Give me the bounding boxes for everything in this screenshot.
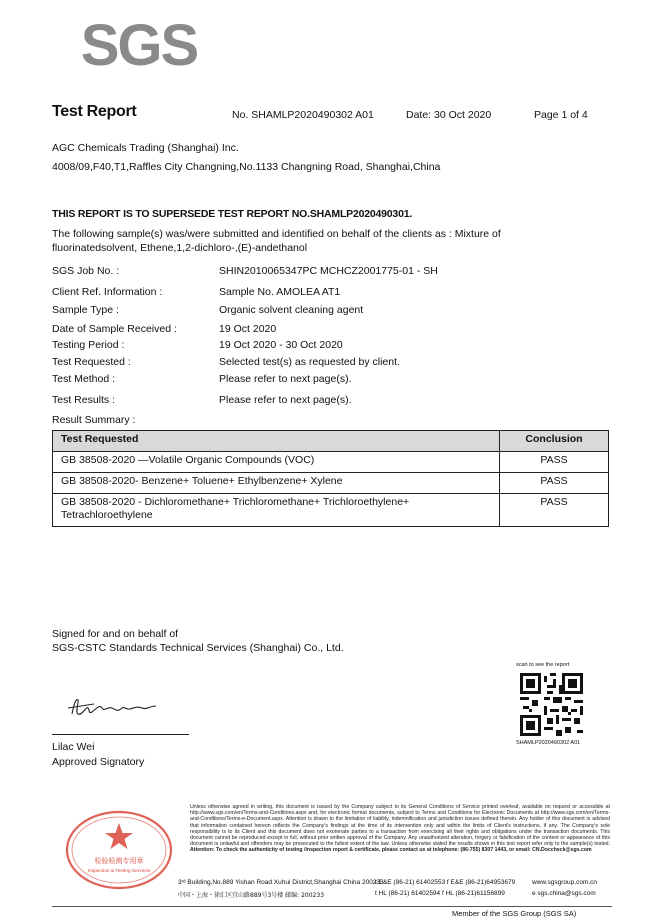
field-value-testing-period: 19 Oct 2020 - 30 Oct 2020: [219, 339, 343, 351]
footer-member-text: Member of the SGS Group (SGS SA): [452, 909, 577, 918]
field-value-job-no: SHIN2010065347PC MCHCZ2001775-01 - SH: [219, 265, 438, 277]
row-test: GB 38508-2020- Benzene+ Toluene+ Ethylbenzene+ Xylene: [53, 473, 500, 494]
terms-text: Unless otherwise agreed in writing, this document is issued by the Company subject to its General Conditions of Service printed overleaf, available on request or accessible at http://www.sgs.com/en/Terms-and-Conditions.aspx and, for electronic format documents, subject to Terms and Conditions for Electronic Documents at http://www.sgs.com/en/Terms-and-Conditions/Terms-e-Document.aspx. Attention is drawn to the limitation of liability, indemnification and jurisdiction issues defined therein. Any holder of this document is advised that information contained hereon reflects the Company's findings at the time of its intervention only and within the limits of Client's instructions, if any. The Company's sole responsibility is to its Client and this document does not exonerate parties to a transaction from exercising all their rights and obligations under the transaction documents. This document cannot be reproduced except in full, without prior written approval of the Company. Any unauthorized alteration, forgery or falsification of the content or appearance of this document is unlawful and offenders may be prosecuted to the fullest extent of the law. Unless otherwise stated the results shown in this test report refer only to the sample(s) tested.: [190, 804, 610, 848]
row-conclusion: PASS: [500, 452, 609, 473]
col-conclusion: Conclusion: [500, 431, 609, 452]
intro-line-1: The following sample(s) was/were submitted and identified on behalf of the clients as : Mixture of: [52, 228, 501, 240]
sgs-logo: [80, 14, 198, 72]
signatory-name: Lilac Wei: [52, 741, 95, 753]
signed-line-1: Signed for and on behalf of: [52, 628, 179, 640]
signature-line: [52, 734, 189, 735]
col-test-requested: Test Requested: [53, 431, 500, 452]
field-label-sample-type: Sample Type :: [52, 304, 119, 316]
page-indicator: Page 1 of 4: [534, 109, 588, 121]
field-label-test-method: Test Method :: [52, 373, 116, 385]
client-name: AGC Chemicals Trading (Shanghai) Inc.: [52, 142, 239, 154]
table-header-row: [53, 431, 609, 452]
company-stamp-icon: [63, 809, 175, 891]
signed-line-2: SGS-CSTC Standards Technical Services (Shanghai) Co., Ltd.: [52, 642, 344, 654]
field-value-test-results: Please refer to next page(s).: [219, 394, 352, 406]
field-value-test-method: Please refer to next page(s).: [219, 373, 352, 385]
qr-report-code: SHAMLP2020490302 A01: [516, 740, 581, 746]
svg-text:SGS: SGS: [80, 14, 198, 72]
signatory-role: Approved Signatory: [52, 756, 145, 768]
address-cn-web: e sgs.china@sgs.com: [532, 890, 596, 897]
field-label-job-no: SGS Job No. :: [52, 265, 120, 277]
row-conclusion: PASS: [500, 494, 609, 527]
field-value-test-requested: Selected test(s) as requested by client.: [219, 356, 400, 368]
report-title: Test Report: [52, 103, 137, 120]
row-test-line-1: GB 38508-2020 - Dichloromethane+ Trichloromethane+ Trichloroethylene+: [61, 496, 410, 508]
field-value-sample-type: Organic solvent cleaning agent: [219, 304, 364, 316]
table-row: [53, 452, 609, 473]
qr-code-icon: [520, 673, 583, 736]
field-label-client-ref: Client Ref. Information :: [52, 286, 163, 298]
address-cn: 中国・上海・徐汇区宜山路889号3号楼 邮编: 200233: [178, 892, 325, 899]
field-label-test-requested: Test Requested :: [52, 356, 131, 368]
stamp-center-en: Inspection & Testing Services: [87, 869, 151, 874]
footer-divider: [52, 906, 612, 907]
stamp-center-text: 检验检测专用章: [94, 857, 144, 865]
supersede-notice: THIS REPORT IS TO SUPERSEDE TEST REPORT NO.SHAMLP2020490301.: [52, 208, 413, 220]
field-label-test-results: Test Results :: [52, 394, 116, 406]
field-label-date-received: Date of Sample Received :: [52, 323, 177, 335]
row-test: GB 38508-2020 —Volatile Organic Compounds (VOC): [53, 452, 500, 473]
report-number: No. SHAMLP2020490302 A01: [232, 109, 374, 121]
address-en-web: www.sgsgroup.com.cn: [532, 879, 598, 886]
field-value-date-received: 19 Oct 2020: [219, 323, 277, 335]
address-en-tel: t E&E (86-21) 61402553 f E&E (86-21)64953679: [375, 879, 516, 886]
field-label-testing-period: Testing Period :: [52, 339, 125, 351]
table-row: [53, 473, 609, 494]
result-summary-table: [52, 430, 609, 527]
row-test: [53, 494, 500, 527]
row-conclusion: PASS: [500, 473, 609, 494]
terms-fineprint: [190, 804, 610, 854]
terms-attention: Attention: To check the authenticity of testing /inspection report & certificate, please contact us at telephone: (86-755) 8307 1443,: [190, 847, 508, 854]
terms-email: or email: CN.Doccheck@sgs.com: [509, 847, 592, 854]
row-test-line-2: Tetrachloroethylene: [61, 509, 153, 521]
client-address: 4008/09,F40,T1,Raffles City Changning,No.1133 Changning Road, Shanghai,China: [52, 161, 441, 173]
table-row: [53, 494, 609, 527]
signature-image: [66, 694, 162, 720]
address-en: 3ʳᵈ Building,No.889 Yishan Road Xuhui District,Shanghai China 200233: [178, 879, 384, 886]
result-summary-label: Result Summary :: [52, 414, 136, 426]
report-date: Date: 30 Oct 2020: [406, 109, 492, 121]
field-value-client-ref: Sample No. AMOLEA AT1: [219, 286, 341, 298]
qr-caption: scan to see the report: [516, 662, 570, 668]
address-cn-tel: t HL (86-21) 61402594 f HL (86-21)61156899: [375, 890, 505, 897]
intro-line-2: fluorinatedsolvent, Ethene,1,2-dichloro-,(E)-andethanol: [52, 242, 308, 254]
